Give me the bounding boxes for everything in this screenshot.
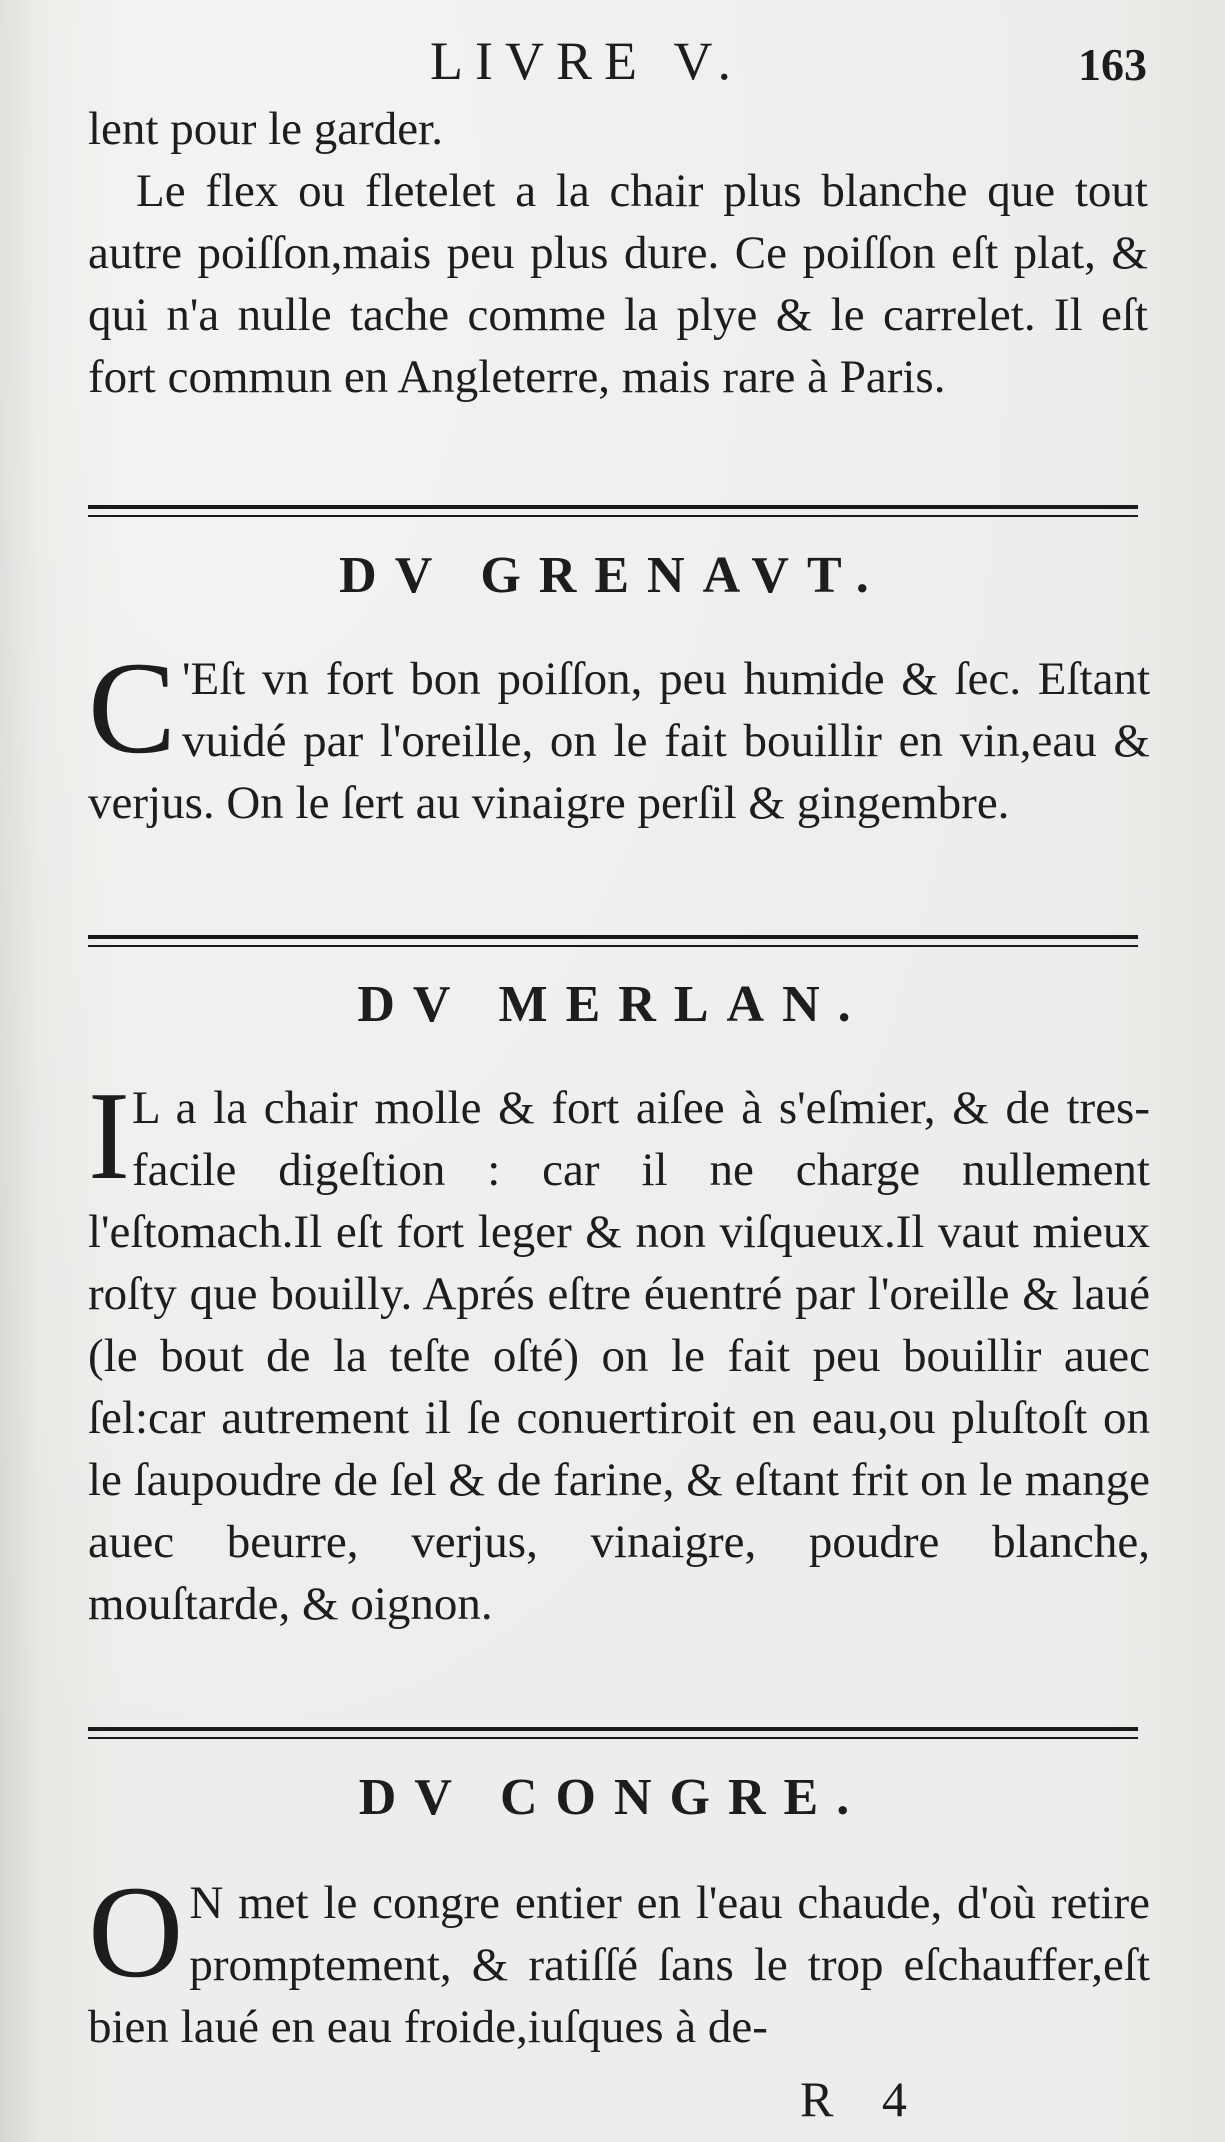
section-body-merlan: [88, 1067, 1150, 1635]
flex-paragraph: Le flex ou fletelet a la chair plus blanche que tout autre poiſſon,mais peu plus dure. Ce poiſſon eſt plat, & qui n'a nulle tache comme la plye & le carrelet. Il eſt fort commun en Angleterre, mais rare à Paris.: [88, 165, 1148, 403]
section-divider: [88, 935, 1138, 947]
drop-cap: C: [88, 634, 177, 781]
section-divider: [88, 1727, 1138, 1739]
section-body-congre: [88, 1858, 1150, 2058]
section-text: N met le congre entier en l'eau chaude, d'où retire promptement, & ratiſſé ſans le trop eſchauffer,eſt bien laué en eau froide,iuſques à de-: [88, 1877, 1150, 2053]
section-heading-grenaut: DV GRENAVT.: [339, 547, 887, 604]
page-number: 163: [1078, 39, 1147, 90]
section-heading-congre: DV CONGRE.: [358, 1769, 868, 1826]
section-heading-merlan: DV MERLAN.: [357, 976, 869, 1033]
continuation-line: lent pour le garder.: [88, 103, 443, 155]
section-body-grenaut: [88, 634, 1150, 834]
drop-cap: O: [88, 1858, 184, 2005]
page-header: [60, 30, 1165, 100]
section-text: 'Eſt vn fort bon poiſſon, peu humide & ſec. Eſtant vuidé par l'oreille, on le fait bouillir en vin,eau & verjus. On le ſert au vinaigre perſil & gingembre.: [88, 653, 1150, 829]
drop-cap: I: [88, 1067, 130, 1206]
signature-mark: R 4: [800, 2071, 925, 2127]
section-divider: [88, 505, 1138, 517]
running-title: LIVRE V.: [430, 31, 744, 91]
section-text: L a la chair molle & fort aiſee à s'eſmier, & de tres-facile digeſtion : car il ne charge nullement l'eſtomach.Il eſt fort leger & non viſqueux.Il vaut mieux roſty que bouilly. Aprés eſtre éuentré par l'oreille & laué (le bout de la teſte oſté) on le fait peu bouillir auec ſel:car autrement il ſe conuertiroit en eau,ou pluſtoſt on le ſaupoudre de ſel & de farine, & eſtant frit on le mange auec beurre, verjus, vinaigre, poudre blanche, mouſtarde, & oignon.: [88, 1082, 1150, 1630]
